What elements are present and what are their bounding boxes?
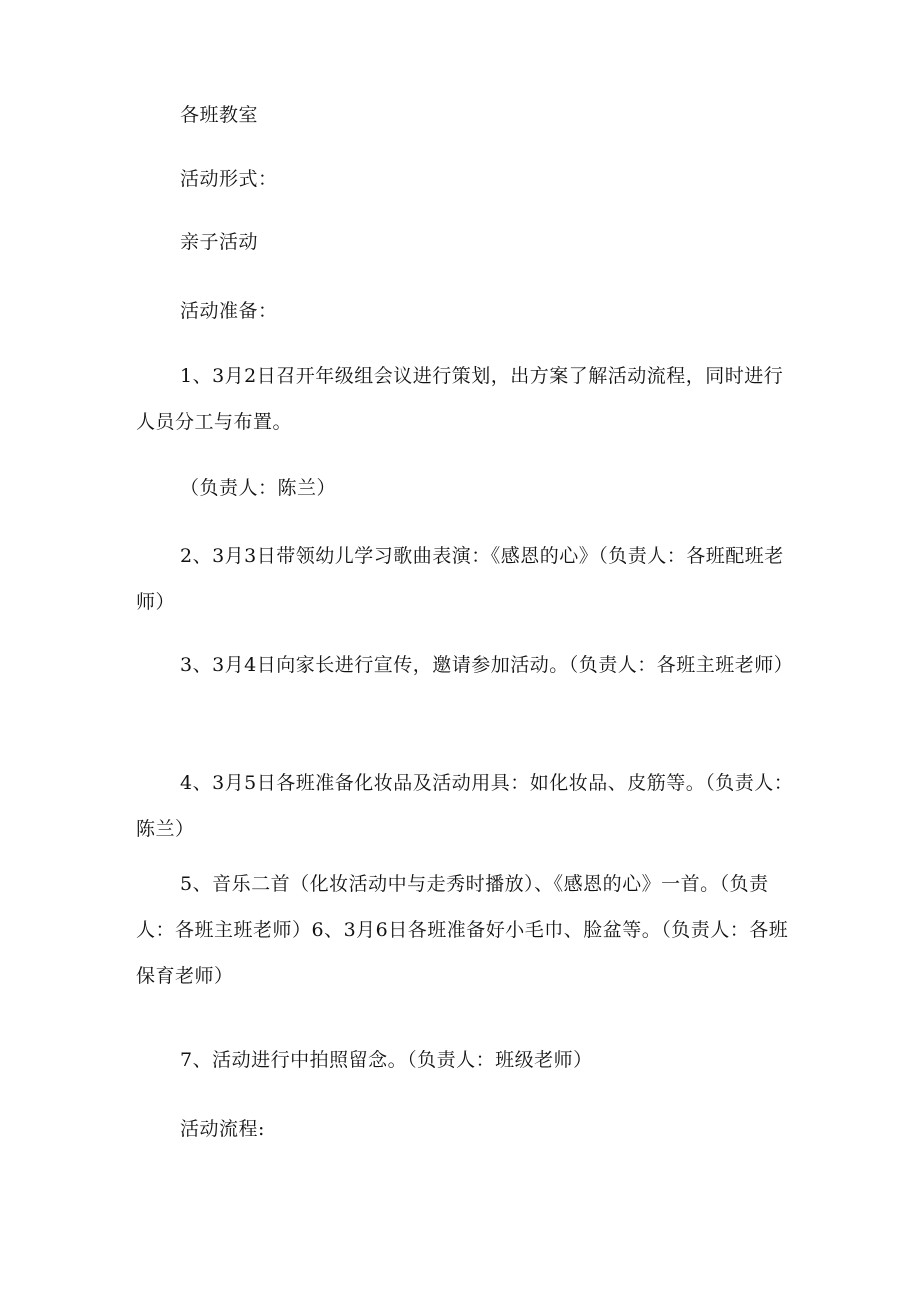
paragraph-prep-7: 7、活动进行中拍照留念。（负责人：班级老师） — [180, 1049, 593, 1071]
paragraph-form: 亲子活动 — [180, 231, 259, 253]
paragraph-prep-5-6: 5、音乐二首（化妆活动中与走秀时播放）、《感恩的心》一首。（负责人：各班主班老师）6、3月6日各班准备好小毛巾、脸盆等。（负责人：各班保育老师） — [136, 873, 789, 987]
paragraph-prep-1-owner: （负责人：陈兰） — [180, 477, 337, 499]
paragraph-prep-heading: 活动准备： — [180, 300, 278, 322]
paragraph-flow-heading: 活动流程: — [180, 1118, 265, 1140]
paragraph-prep-1: 1、3月2日召开年级组会议进行策划，出方案了解活动流程，同时进行人员分工与布置。 — [136, 365, 784, 433]
paragraph-prep-3: 3、3月4日向家长进行宣传，邀请参加活动。（负责人：各班主班老师） — [180, 654, 794, 676]
paragraph-prep-4: 4、3月5日各班准备化妆品及活动用具：如化妆品、皮筋等。（负责人：陈兰） — [136, 772, 794, 840]
paragraph-venue: 各班教室 — [180, 104, 259, 126]
paragraph-form-heading: 活动形式： — [180, 168, 278, 190]
paragraph-prep-2: 2、3月3日带领幼儿学习歌曲表演：《感恩的心》（负责人：各班配班老师） — [136, 545, 784, 613]
